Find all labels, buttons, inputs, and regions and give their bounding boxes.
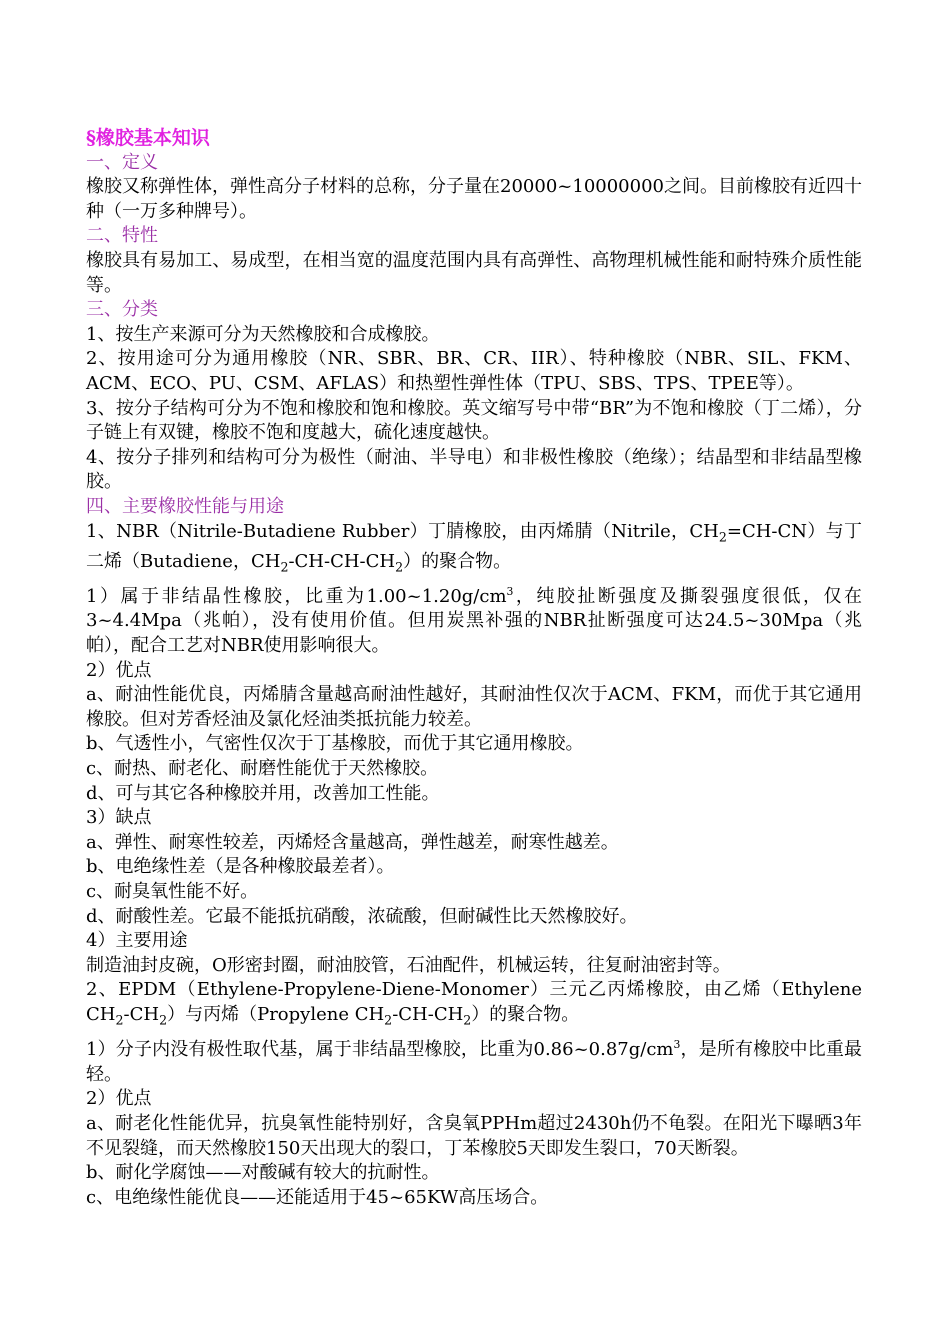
document-page: [86, 126, 862, 1210]
epdm-intro-text-b: -CH: [123, 1003, 160, 1025]
paragraph-nbr-disadvantage-b: b、电绝缘性差（是各种橡胶最差者）。: [86, 856, 395, 878]
epdm-intro-sub-3: 2: [384, 1012, 393, 1028]
paragraph-classification-2: 2、按用途可分为通用橡胶（NR、SBR、BR、CR、IIR）、特种橡胶（NBR、SIL、FKM、ACM、ECO、PU、CSM、AFLAS）和热塑性弹性体（TPU、SBS、TPS、TPEE等）。: [86, 348, 862, 394]
section-heading-definition: 一、定义: [86, 151, 158, 173]
paragraph-epdm-advantages-label: 2）优点: [86, 1088, 152, 1110]
nbr-1-sup: 3: [506, 584, 514, 598]
paragraph-nbr-uses-label: 4）主要用途: [86, 930, 188, 952]
paragraph-nbr-advantage-a: a、耐油性能优良，丙烯腈含量越高耐油性越好，其耐油性仅次于ACM、FKM，而优于其它通用橡胶。但对芳香烃油及氯化烃油类抵抗能力较差。: [86, 684, 862, 730]
paragraph-nbr-disadvantage-a: a、弹性、耐寒性较差，丙烯烃含量越高，弹性越差，耐寒性越差。: [86, 831, 619, 853]
nbr-1-text-a: 1）属于非结晶性橡胶，比重为1.00~1.20g/cm: [86, 585, 507, 607]
paragraph-classification-4: 4、按分子排列和结构可分为极性（耐油、半导电）和非极性橡胶（绝缘）；结晶型和非结晶型橡胶。: [86, 446, 862, 493]
nbr-intro-sub-2: 2: [280, 559, 289, 575]
paragraph-epdm-advantage-a: a、耐老化性能优异，抗臭氧性能特别好，含臭氧PPHm超过2430h仍不龟裂。在阳光下曝晒3年不见裂缝，而天然橡胶150天出现大的裂口，丁苯橡胶5天即发生裂口，70天断裂。: [86, 1112, 862, 1159]
epdm-intro-text-d: -CH-CH: [392, 1003, 464, 1025]
paragraph-properties: 橡胶具有易加工、易成型，在相当宽的温度范围内具有高弹性、高物理机械性能和耐特殊介质性能等。: [86, 249, 862, 296]
epdm-1-text-a: 1）分子内没有极性取代基，属于非结晶型橡胶，比重为0.86~0.87g/cm: [86, 1039, 674, 1061]
paragraph-epdm-1: [86, 1033, 862, 1087]
nbr-intro-text-d: ）的聚合物。: [403, 550, 512, 572]
epdm-intro-sub-4: 2: [463, 1012, 472, 1028]
epdm-intro-sub-2: 2: [159, 1012, 168, 1028]
nbr-1-text-b: ，纯胶扯断强度及撕裂强度很低，仅在3~4.4Mpa（兆帕），没有使用价值。但用炭黑补强的NBR扯断强度可达24.5~30Mpa（兆帕），配合工艺对NBR使用影响很大。: [86, 585, 862, 657]
paragraph-epdm-advantage-b: b、耐化学腐蚀——对酸碱有较大的抗耐性。: [86, 1162, 440, 1184]
epdm-intro-text-e: ）的聚合物。: [471, 1003, 580, 1025]
nbr-intro-text-a: 1、NBR（Nitrile-Butadiene Rubber）丁腈橡胶，由丙烯腈（Nitrile，CH: [86, 520, 719, 542]
paragraph-classification-3: 3、按分子结构可分为不饱和橡胶和饱和橡胶。英文缩写号中带“BR”为不饱和橡胶（丁二烯），分子链上有双键，橡胶不饱和度越大，硫化速度越快。: [86, 397, 862, 444]
epdm-1-text-b: ，是所有橡胶中比重最轻。: [86, 1039, 862, 1085]
paragraph-epdm-advantage-c: c、电绝缘性能优良——还能适用于45~65KW高压场合。: [86, 1186, 549, 1208]
paragraph-nbr-advantage-b: b、气透性小，气密性仅次于丁基橡胶，而优于其它通用橡胶。: [86, 733, 584, 755]
epdm-intro-text-c: ）与丙烯（Propylene CH: [167, 1003, 385, 1025]
paragraph-nbr-advantage-c: c、耐热、耐老化、耐磨性能优于天然橡胶。: [86, 758, 439, 780]
epdm-intro-text-a: 2、EPDM（Ethylene-Propylene-Diene-Monomer）三元乙丙烯橡胶，由乙烯（Ethylene CH: [86, 979, 862, 1025]
paragraph-epdm-intro: [86, 978, 862, 1033]
paragraph-nbr-advantages-label: 2）优点: [86, 659, 152, 681]
paragraph-nbr-intro: [86, 520, 862, 580]
paragraph-nbr-uses: 制造油封皮碗，O形密封圈，耐油胶管，石油配件，机械运转，往复耐油密封等。: [86, 954, 731, 976]
section-heading-main-rubbers: 四、主要橡胶性能与用途: [86, 495, 284, 517]
epdm-intro-sub-1: 2: [115, 1012, 124, 1028]
section-heading-classification: 三、分类: [86, 299, 158, 321]
paragraph-nbr-disadvantage-d: d、耐酸性差。它最不能抵抗硝酸，浓硫酸，但耐碱性比天然橡胶好。: [86, 905, 638, 927]
paragraph-nbr-advantage-d: d、可与其它各种橡胶并用，改善加工性能。: [86, 782, 440, 804]
nbr-intro-sub-3: 2: [395, 559, 404, 575]
document-title: §橡胶基本知识: [86, 127, 210, 149]
paragraph-definition: 橡胶又称弹性体，弹性高分子材料的总称，分子量在20000~10000000之间。目前橡胶有近四十种（一万多种牌号）。: [86, 176, 862, 222]
nbr-intro-sub-1: 2: [718, 529, 727, 545]
paragraph-nbr-disadvantage-c: c、耐臭氧性能不好。: [86, 881, 259, 902]
section-heading-properties: 二、特性: [86, 225, 158, 247]
nbr-intro-text-c: -CH-CH-CH: [288, 550, 396, 572]
paragraph-classification-1: 1、按生产来源可分为天然橡胶和合成橡胶。: [86, 323, 440, 345]
epdm-1-sup: 3: [673, 1038, 681, 1052]
paragraph-nbr-disadvantages-label: 3）缺点: [86, 807, 152, 829]
paragraph-nbr-1: [86, 580, 862, 659]
nbr-intro-text-b: =CH-CN）与丁二烯（Butadiene，CH: [86, 520, 863, 572]
